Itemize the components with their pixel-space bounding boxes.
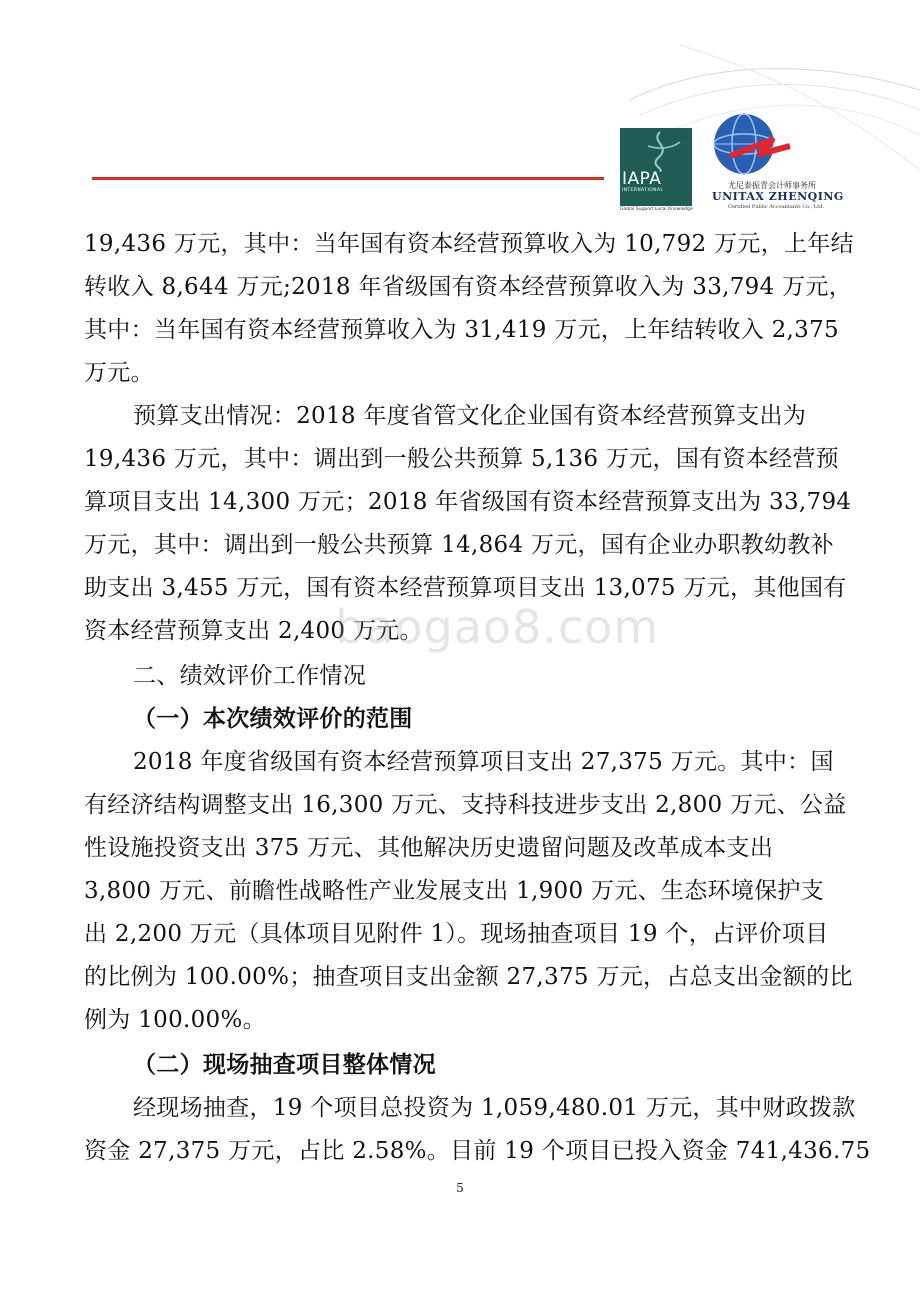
body-line: 资本经营预算支出 2,400 万元。: [84, 618, 423, 644]
iapa-logo: [620, 128, 692, 206]
body-line: 性设施投资支出 375 万元、其他解决历史遗留问题及改革成本支出: [84, 835, 774, 861]
body-line: 例为 100.00%。: [84, 1007, 266, 1033]
body-line: 万元，其中：调出到一般公共预算 14,864 万元，国有企业办职教幼教补: [84, 532, 834, 558]
page-number: 5: [456, 1181, 464, 1195]
body-line: 万元。: [84, 360, 154, 386]
iapa-logo-subtext: INTERNATIONAL: [622, 188, 664, 193]
body-line: 2018 年度省级国有资本经营预算项目支出 27,375 万元。其中：国: [133, 749, 834, 775]
iapa-tagline: Global Support Local Knowledge: [620, 207, 693, 212]
body-line: 资金 27,375 万元，占比 2.58%。目前 19 个项目已投入资金 741,436.75: [84, 1138, 871, 1164]
body-line: 预算支出情况：2018 年度省管文化企业国有资本经营预算支出为: [133, 403, 807, 429]
body-line: 19,436 万元，其中：调出到一般公共预算 5,136 万元，国有资本经营预: [84, 446, 839, 472]
body-line: 助支出 3,455 万元，国有资本经营预算项目支出 13,075 万元，其他国有: [84, 575, 847, 601]
body-line: 经现场抽查，19 个项目总投资为 1,059,480.01 万元，其中财政拨款: [133, 1095, 856, 1121]
body-line: 的比例为 100.00%；抽查项目支出金额 27,375 万元，占总支出金额的比: [84, 964, 853, 990]
iapa-swirl-icon: [620, 128, 692, 172]
header-red-rule: [92, 177, 604, 180]
watermark: baogao8.com: [335, 600, 660, 654]
body-line: 转收入 8,644 万元;2018 年省级国有资本经营预算收入为 33,794 万元，: [84, 274, 853, 300]
iapa-logo-text: IAPA: [622, 169, 662, 189]
section-heading: 二、绩效评价工作情况: [133, 663, 366, 689]
subsection-heading: （二）现场抽查项目整体情况: [133, 1051, 436, 1078]
body-line: 有经济结构调整支出 16,300 万元、支持科技进步支出 2,800 万元、公益: [84, 792, 847, 818]
unitax-globe-icon: [710, 110, 794, 178]
firm-name-en: UNITAX ZHENQING: [712, 190, 844, 203]
firm-subtitle: Certified Public Accountants Co., Ltd.: [728, 204, 824, 210]
body-line: 算项目支出 14,300 万元；2018 年省级国有资本经营预算支出为 33,794: [84, 489, 852, 515]
subsection-heading: （一）本次绩效评价的范围: [133, 705, 413, 732]
body-line: 3,800 万元、前瞻性战略性产业发展支出 1,900 万元、生态环境保护支: [84, 878, 825, 904]
body-line: 出 2,200 万元（具体项目见附件 1）。现场抽查项目 19 个，占评价项目: [84, 921, 829, 947]
body-line: 其中：当年国有资本经营预算收入为 31,419 万元，上年结转收入 2,375: [84, 317, 839, 343]
body-line: 19,436 万元，其中：当年国有资本经营预算收入为 10,792 万元，上年结: [84, 231, 854, 257]
firm-name-cn: 尤尼泰振青会计师事务所: [728, 181, 816, 190]
